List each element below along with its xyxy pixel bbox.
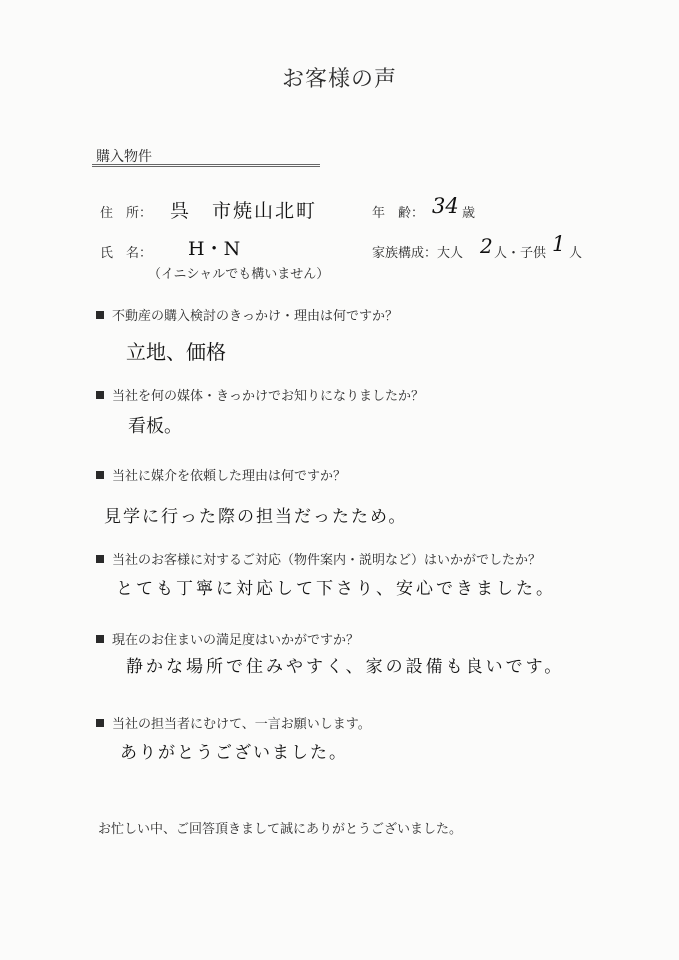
bullet-square-icon — [96, 471, 104, 479]
bullet-square-icon — [96, 391, 104, 399]
question-5: 現在のお住まいの満足度はいかがですか？ — [96, 629, 359, 648]
bullet-square-icon — [96, 555, 104, 563]
page-title: お客様の声 — [281, 67, 397, 92]
family-adults: 2 — [480, 234, 493, 258]
answer-6: ありがとうございました。 — [120, 743, 348, 763]
question-2: 当社を何の媒体・きっかけでお知りになりましたか？ — [96, 385, 424, 404]
answer-3: 見学に行った際の担当だったため。 — [104, 507, 408, 527]
answer-1: 立地、価格 — [126, 340, 226, 364]
closing-message: お忙しい中、ご回答頂きまして誠にありがとうございました。 — [98, 822, 463, 837]
family-unit: 人 — [569, 246, 583, 261]
family-children: 1 — [552, 232, 566, 256]
heading-underline — [92, 164, 320, 167]
age-unit: 歳 — [462, 206, 476, 221]
bullet-square-icon — [96, 719, 104, 727]
section-heading: 購入物件 — [96, 149, 152, 165]
name-label: 氏 名： — [100, 246, 153, 261]
family-label: 家族構成：大人 — [372, 246, 464, 261]
age-label: 年 齢： — [372, 206, 425, 221]
bullet-square-icon — [96, 635, 104, 643]
age-value: 34 — [432, 194, 459, 218]
answer-5: 静かな場所で住みやすく、家の設備も良いです。 — [126, 657, 565, 677]
bullet-square-icon — [96, 311, 104, 319]
family-sep: 人・子供 — [494, 246, 547, 261]
answer-4: とても丁寧に対応して下さり、安心できました。 — [116, 579, 556, 599]
question-6: 当社の担当者にむけて、一言お願いします。 — [96, 713, 371, 732]
answer-2: 看板。 — [128, 416, 182, 437]
address-value: 呉 市焼山北町 — [170, 200, 318, 222]
question-1: 不動産の購入検討のきっかけ・理由は何ですか？ — [96, 305, 398, 324]
question-3: 当社に媒介を依頼した理由は何ですか？ — [96, 465, 346, 484]
name-note: （イニシャルでも構いません） — [148, 267, 330, 282]
address-label: 住 所： — [100, 206, 153, 221]
question-4: 当社のお客様に対するご対応（物件案内・説明など）はいかがでしたか？ — [96, 549, 541, 568]
name-value: H・N — [188, 238, 241, 260]
